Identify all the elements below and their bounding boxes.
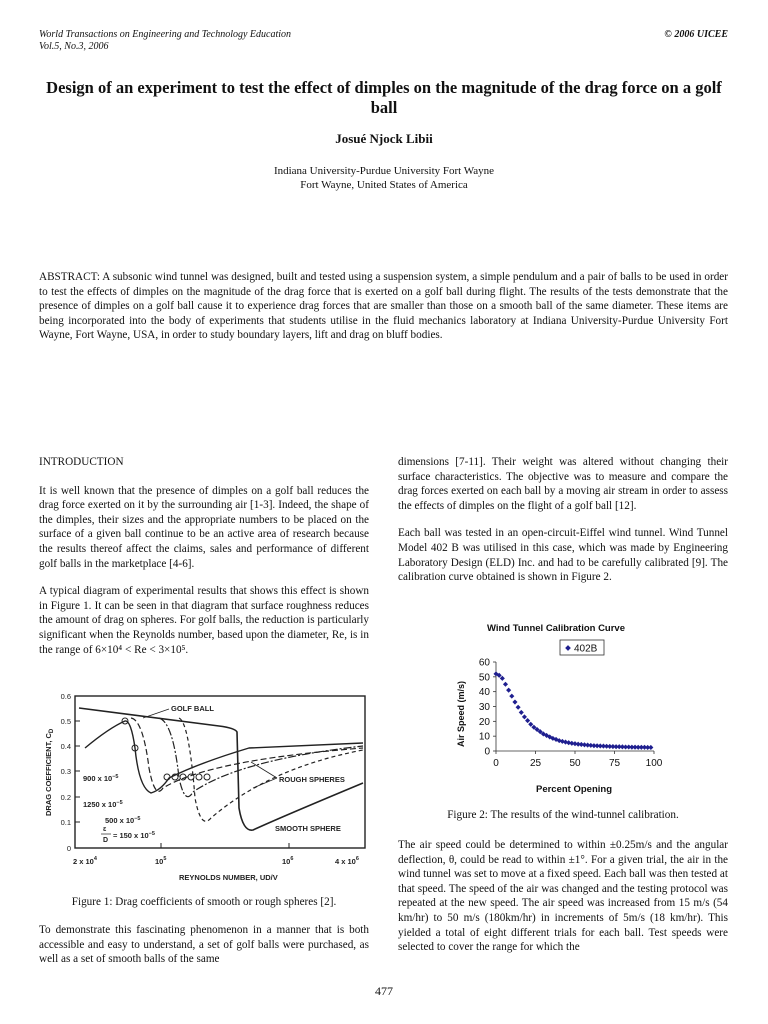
y-tick-label: 0.2	[60, 793, 71, 802]
left-column-bottom	[39, 923, 369, 980]
data-point	[522, 714, 527, 719]
right-paragraph-3: The air speed could be determined to within ±0.25m/s and the angular deflection, θ, could be read to within ±1°. For a given trial, the air in the wind tunnel was set to move at a fixed speed. Each ball was then tested at that speed. The speed of the air was changed and the testing protocol was repeated at the new speed. The air speed was increased from 15 m/s (54 km/hr) to 50 m/s (180km/hr) in increments of 5m/s (18 km/hr). This yielded a total of eight different trials for each ball. Test speeds were selected to cover the range for which the	[398, 839, 728, 954]
rough-sphere-curve	[179, 718, 363, 821]
chart-y-label: Air Speed (m/s)	[456, 680, 466, 748]
y-tick-label: 0	[66, 844, 71, 853]
data-point	[516, 705, 521, 710]
data-point	[528, 722, 533, 727]
figure-1-caption: Figure 1: Drag coefficients of smooth or rough spheres [2].	[71, 896, 337, 908]
intro-paragraph-3: To demonstrate this fascinating phenomenon in a manner that is both accessible and easy to understand, a set of golf balls were purchased, as well as a set of smooth balls of the same	[39, 924, 369, 966]
affiliation-line-1: Indiana University-Purdue University Fort Wayne	[273, 165, 495, 177]
right-paragraph-1: dimensions [7-11]. Their weight was altered without changing their surface characteristics. The objective was to measure and compare the drag forces exerted on each ball by a moving air stream in order to assess the effects of dimples on the flight of a golf ball [12].	[398, 456, 728, 512]
smooth-sphere-curve	[79, 708, 363, 830]
figure-1-y-label: DRAG COEFFICIENT, $C_D$	[44, 728, 55, 816]
y-tick-label: 0.3	[60, 767, 71, 776]
affiliation-line-2: Fort Wayne, United States of America	[300, 179, 468, 191]
roughness-label: = 150 x $10^{-5}$	[113, 831, 155, 840]
x-tick-label: 25	[529, 758, 542, 769]
copyright: © 2006 UICEE	[664, 29, 728, 40]
roughness-label: 1250 x $10^{-5}$	[83, 800, 123, 809]
y-tick-label: 0.5	[60, 717, 71, 726]
figure-2-caption: Figure 2: The results of the wind-tunnel calibration.	[447, 809, 679, 821]
x-tick-label: 75	[608, 758, 621, 769]
right-column-bottom	[398, 838, 728, 968]
abstract: ABSTRACT: A subsonic wind tunnel was designed, built and tested using a suspension system, a simple pendulum and a pair of balls to be used in order to test the effects of dimples on the magnitude of the drag force that is exerted on a golf ball during flight. The results of the tests demonstrate that the presence of dimples on a golf ball cause it to experience drag forces that are smaller than those on a smooth ball of the same diameter. These items are being incorporated into the body of experiments that students utilise in the fluid mechanics laboratory at Indiana University-Purdue University Fort Wayne, Fort Wayne, USA, in order to study boundary layers, lift and drag on bluff bodies.	[39, 271, 728, 342]
diameter-symbol: D	[103, 837, 109, 844]
journal-volume: Vol.5, No.3, 2006	[39, 41, 109, 52]
rough-spheres-label: ROUGH SPHERES	[279, 775, 345, 784]
data-point	[519, 710, 524, 715]
roughness-label: 900 x $10^{-5}$	[83, 774, 119, 783]
figure-2-calibration-chart	[440, 618, 690, 798]
epsilon-symbol: ε	[103, 826, 107, 833]
data-point	[648, 745, 653, 750]
y-tick-label: 10	[478, 731, 490, 743]
x-tick-label: $10^5$	[155, 856, 167, 866]
journal-name: World Transactions on Engineering and Technology Education	[39, 29, 292, 40]
paper-title: Design of an experiment to test the effect of dimples on the magnitude of the drag force on a golf ball	[46, 78, 722, 117]
figure-1-drag-diagram	[39, 688, 371, 884]
x-tick-label: 0	[493, 758, 499, 769]
x-tick-label: $10^6$	[282, 856, 294, 866]
smooth-sphere-label: SMOOTH SPHERE	[275, 824, 341, 833]
y-tick-label: 60	[478, 657, 490, 669]
roughness-label: 500 x $10^{-5}$	[105, 816, 141, 825]
legend-label: 402B	[574, 643, 598, 655]
x-tick-label: 100	[645, 758, 663, 769]
golf-ball-label: GOLF BALL	[171, 704, 214, 713]
x-tick-label: 2 x $10^4$	[73, 856, 97, 866]
page-number: 477	[375, 984, 393, 998]
right-paragraph-2: Each ball was tested in an open-circuit-Eiffel wind tunnel. Wind Tunnel Model 402 B was utilised in this case, which was made by Engineering Laboratory Design (ELD) Inc. and had to be carefully calibrated [9]. The calibration curve obtained is shown in Figure 2.	[398, 527, 728, 584]
y-tick-label: 0	[484, 746, 490, 758]
intro-paragraph-2: A typical diagram of experimental results that shows this effect is shown in Figure 1. It can be seen in that diagram that surface roughness reduces the amount of drag on spheres. For golf balls, the reduction is particularly significant when the Reynolds number, based upon the diameter, Re, is in the range of 6×10⁴ < Re < 3×10⁵.	[39, 585, 369, 656]
y-tick-label: 40	[478, 687, 490, 699]
data-point	[503, 682, 508, 687]
chart-title: Wind Tunnel Calibration Curve	[486, 623, 626, 634]
section-heading-introduction: INTRODUCTION	[39, 456, 124, 468]
x-tick-label: 4 x $10^6$	[335, 856, 359, 866]
y-tick-label: 0.4	[60, 742, 71, 751]
data-point	[512, 700, 517, 705]
chart-legend	[560, 640, 604, 655]
intro-paragraph-1: It is well known that the presence of dimples on a golf ball reduces the drag force exerted on it by the surrounding air [1-3]. Indeed, the shape of the dimples, their sizes and the appropriate numbers to be placed on the surface of a given ball continue to be an active area of research because the results thereof affect the claims, sales and performance of different golf balls in the marketplace [4-6].	[39, 484, 369, 570]
y-tick-label: 20	[478, 716, 490, 728]
chart-x-label: Percent Opening	[535, 784, 613, 795]
data-point	[509, 694, 514, 699]
y-tick-label: 0.6	[60, 692, 71, 701]
author-name: Josué Njock Libii	[335, 131, 433, 146]
x-tick-label: 50	[569, 758, 581, 769]
data-point	[525, 718, 530, 723]
data-point	[500, 676, 505, 681]
figure-1-x-label: REYNOLDS NUMBER, UD/V	[179, 873, 278, 882]
right-column	[398, 455, 728, 598]
data-point	[506, 688, 511, 693]
left-column	[39, 455, 369, 670]
y-tick-label: 30	[478, 702, 490, 713]
affiliation	[0, 164, 768, 192]
y-tick-label: 50	[478, 672, 490, 684]
y-tick-label: 0.1	[60, 818, 71, 827]
